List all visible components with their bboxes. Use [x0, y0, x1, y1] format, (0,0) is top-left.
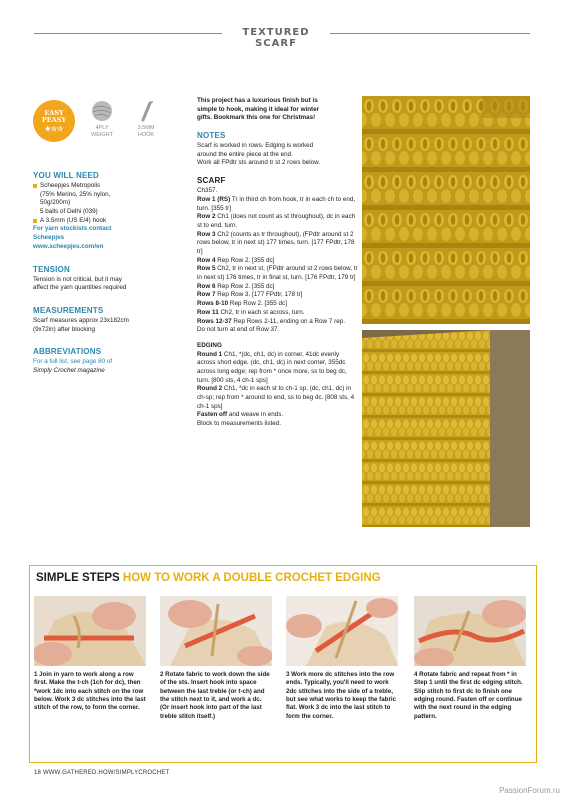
notes-heading: NOTES: [197, 131, 226, 141]
yarn-weight-label: WEIGHT: [91, 131, 113, 138]
row-5: [197, 283, 359, 292]
hook-text: A 3.5mm (US E/4) hook: [40, 216, 107, 224]
row-text: Rep Row 2. [355 dc]: [228, 300, 287, 308]
row-text: Ch2, tr in next st, (FPdtr around st 2 rows below, tr in next st) 176 times, tr in final st, turn. [176 FPdtr, 179 tr]: [197, 265, 358, 282]
stockists-text: For yarn stockists contact: [33, 225, 112, 233]
blocking-note: Block to measurements listed.: [197, 420, 281, 428]
step-1-photo: [34, 596, 146, 666]
step-4-photo: [414, 596, 526, 666]
measurements-heading: MEASUREMENTS: [33, 305, 104, 315]
page-footer: 18 WWW.GATHERED.HOW/SIMPLYCROCHET: [34, 770, 170, 776]
row-3: [197, 257, 359, 266]
step-3-photo: [286, 596, 398, 666]
pattern-column: [197, 97, 359, 429]
row-label: Row 11: [197, 308, 219, 316]
simple-steps-panel: [29, 565, 537, 763]
tension-heading: TENSION: [33, 264, 70, 274]
abbreviations-line-1: For a full list, see page 80 of: [33, 358, 113, 366]
edging-heading: EDGING: [197, 341, 222, 349]
abbreviations-heading: ABBREVIATIONS: [33, 347, 102, 357]
watermark: PassionForum.ru: [499, 786, 560, 795]
step-4-text: 4 Rotate fabric and repeat from * in Step 1 until the first dc edging stitch. Slip stitch to first dc to finish one edging round. Fasten off or continue with the next round in the edging pattern.: [414, 671, 523, 720]
row-label: Rows 12-37: [197, 317, 232, 325]
page-section-title: TEXTURED SCARF: [242, 27, 310, 49]
hook-size-spec: [129, 100, 163, 138]
measurements-line-1: Scarf measures approx 23x182cm: [33, 316, 129, 324]
yarn-fibre-2: 50g/200m): [40, 199, 71, 207]
yarn-fibre-1: (75% Merino, 25% nylon,: [40, 190, 111, 198]
row-label: Row 5: [197, 265, 216, 273]
you-will-need-heading: YOU WILL NEED: [33, 171, 100, 180]
row-6: [197, 291, 359, 300]
scarf-heading: SCARF: [197, 176, 226, 186]
row-7: [197, 300, 359, 309]
difficulty-badge: [33, 100, 75, 142]
hook-size-value: 3.5MM: [137, 125, 155, 131]
row-4: [197, 265, 359, 282]
yarn-item: [33, 182, 183, 191]
row-text: Rep Rows 2-11, ending on a Row 7 rep.: [231, 317, 345, 325]
round-label: Round 1: [197, 350, 223, 358]
round-text: Ch1, *dc in each st to ch-1 sp, (dc, ch1, dc) in ch-sp; rep from * around to end, ss to beg dc. [808 sts, 4 ch-1 sps]: [197, 385, 355, 410]
yarn-name: Scheepjes Metropolis: [40, 182, 101, 190]
row-0: [197, 196, 359, 213]
tension-line-1: Tension is not critical, but it may: [33, 275, 122, 283]
row-1: [197, 213, 359, 230]
yarn-weight-value: 4PLY: [95, 125, 109, 131]
row-label: Row 3: [197, 230, 216, 238]
materials-column: [33, 170, 183, 376]
crochet-hook-icon: [129, 100, 163, 122]
row-text: Rep Row 3. [177 FPdtr, 178 tr]: [215, 291, 303, 299]
steps-title-sub: HOW TO WORK A DOUBLE CROCHET EDGING: [122, 572, 381, 584]
bullet-icon: [33, 184, 37, 188]
row-label: Row 7: [197, 291, 216, 299]
step-1-text: 1 Join in yarn to work along a row first. Make the t-ch (1ch for dc), then *work 1dc into each stitch on the row below. Work 3 dc stitches into the last stitch of the row, to form the corner.: [34, 671, 146, 712]
abbreviations-line-2: Simply Crochet magazine: [33, 367, 105, 375]
row-label: Row 1 (RS): [197, 195, 231, 203]
yarn-amount: 5 balls of Delhi (039): [40, 208, 98, 216]
stockists-link[interactable]: www.scheepjes.com/en: [33, 242, 104, 250]
measurements-line-2: (9x72in) after blocking: [33, 325, 95, 333]
row-text: Tr in third ch from hook, tr in each ch to end, turn. [355 tr]: [197, 195, 356, 212]
steps-title-main: SIMPLE STEPS: [36, 572, 120, 584]
step-1: [34, 596, 146, 713]
difficulty-label-1: EASY: [44, 109, 64, 118]
step-3: [286, 596, 398, 721]
step-2: [160, 596, 272, 721]
intro-line-3: gifts. Bookmark this one for Christmas!: [197, 114, 316, 122]
yarn-ball-icon: [85, 100, 119, 122]
fasten-label: Fasten off: [197, 411, 228, 419]
intro-line-2: simple to hook, making it ideal for winter: [197, 105, 320, 113]
edging-round-1: [197, 385, 359, 411]
difficulty-label-2: PEASY: [41, 115, 67, 124]
pattern-badges: [33, 100, 163, 142]
row-text: Rep Row 2. [355 dc]: [215, 256, 275, 264]
step-2-photo: [160, 596, 272, 666]
row-label: Rows 8-10: [197, 300, 229, 308]
foundation-chain: Ch357.: [197, 187, 218, 195]
notes-line-1: Scarf is worked in rows. Edging is worked: [197, 142, 314, 150]
difficulty-stars-icon: ★☆☆: [44, 123, 64, 133]
round-label: Round 2: [197, 385, 223, 393]
fasten-text: and weave in ends.: [227, 411, 284, 419]
yarn-weight-spec: [85, 100, 119, 138]
hook-size-label: HOOK: [137, 131, 155, 138]
tension-line-2: affect the yarn quantities required: [33, 284, 127, 292]
step-3-text: 3 Work more dc stitches into the row ends. Typically, you'll need to work 2dc stitches into the side of a treble, but see what works to keep the fabric flat. Work 3 dc into the last stitch to form the corner.: [286, 671, 397, 720]
hook-item: [33, 217, 183, 226]
scarf-texture-photo: [362, 96, 530, 324]
notes-line-3: Work all FPdtr sts around tr st 2 rows below.: [197, 159, 321, 167]
stockists-brand: Scheepjes: [33, 234, 65, 242]
step-4: [414, 596, 526, 721]
row-text: Rep Row 2. [355 dc]: [215, 282, 275, 290]
row-label: Row 6: [197, 282, 216, 290]
notes-line-2: around the entire piece at the end.: [197, 150, 293, 158]
no-turn-note: Do not turn at end of Row 37.: [197, 326, 280, 334]
header-rule-left: [34, 33, 222, 34]
simple-steps-title: [36, 572, 381, 584]
step-2-text: 2 Rotate fabric to work down the side of the sts. Insert hook into space between the last treble (or t-ch) and the stitch next to it, and work a dc. (Or insert hook into part of the last treble stitch itself.): [160, 671, 270, 720]
bullet-icon: [33, 219, 37, 223]
row-text: Ch1 (does not count as st throughout), dc in each st to end, turn.: [197, 213, 356, 229]
fasten-off: [197, 411, 359, 420]
pattern-intro: [197, 97, 359, 123]
row-8: [197, 309, 359, 318]
row-label: Row 2: [197, 213, 216, 221]
header-rule-right: [330, 33, 530, 34]
row-label: Row 4: [197, 256, 216, 264]
edging-round-0: [197, 351, 359, 386]
row-text: Ch2 (counts as tr throughout), (FPdtr around st 2 rows below, tr in next st) 177 times, turn. [177 FPdtr, 178 tr]: [197, 230, 355, 255]
row-9: [197, 318, 359, 327]
row-2: [197, 231, 359, 257]
intro-line-1: This project has a luxurious finish but is: [197, 97, 318, 104]
scarf-flat-photo: [362, 330, 530, 527]
row-text: Ch2, tr in each st across, turn.: [218, 308, 305, 316]
round-text: Ch1, *(dc, ch1, dc) in corner, 41dc evenly across short edge, (dc, ch1, dc) in next corner, 355dc across long edge; rep from * once more, ss to beg dc, turn. [800 sts, 4 ch-1 sps]: [197, 350, 347, 384]
